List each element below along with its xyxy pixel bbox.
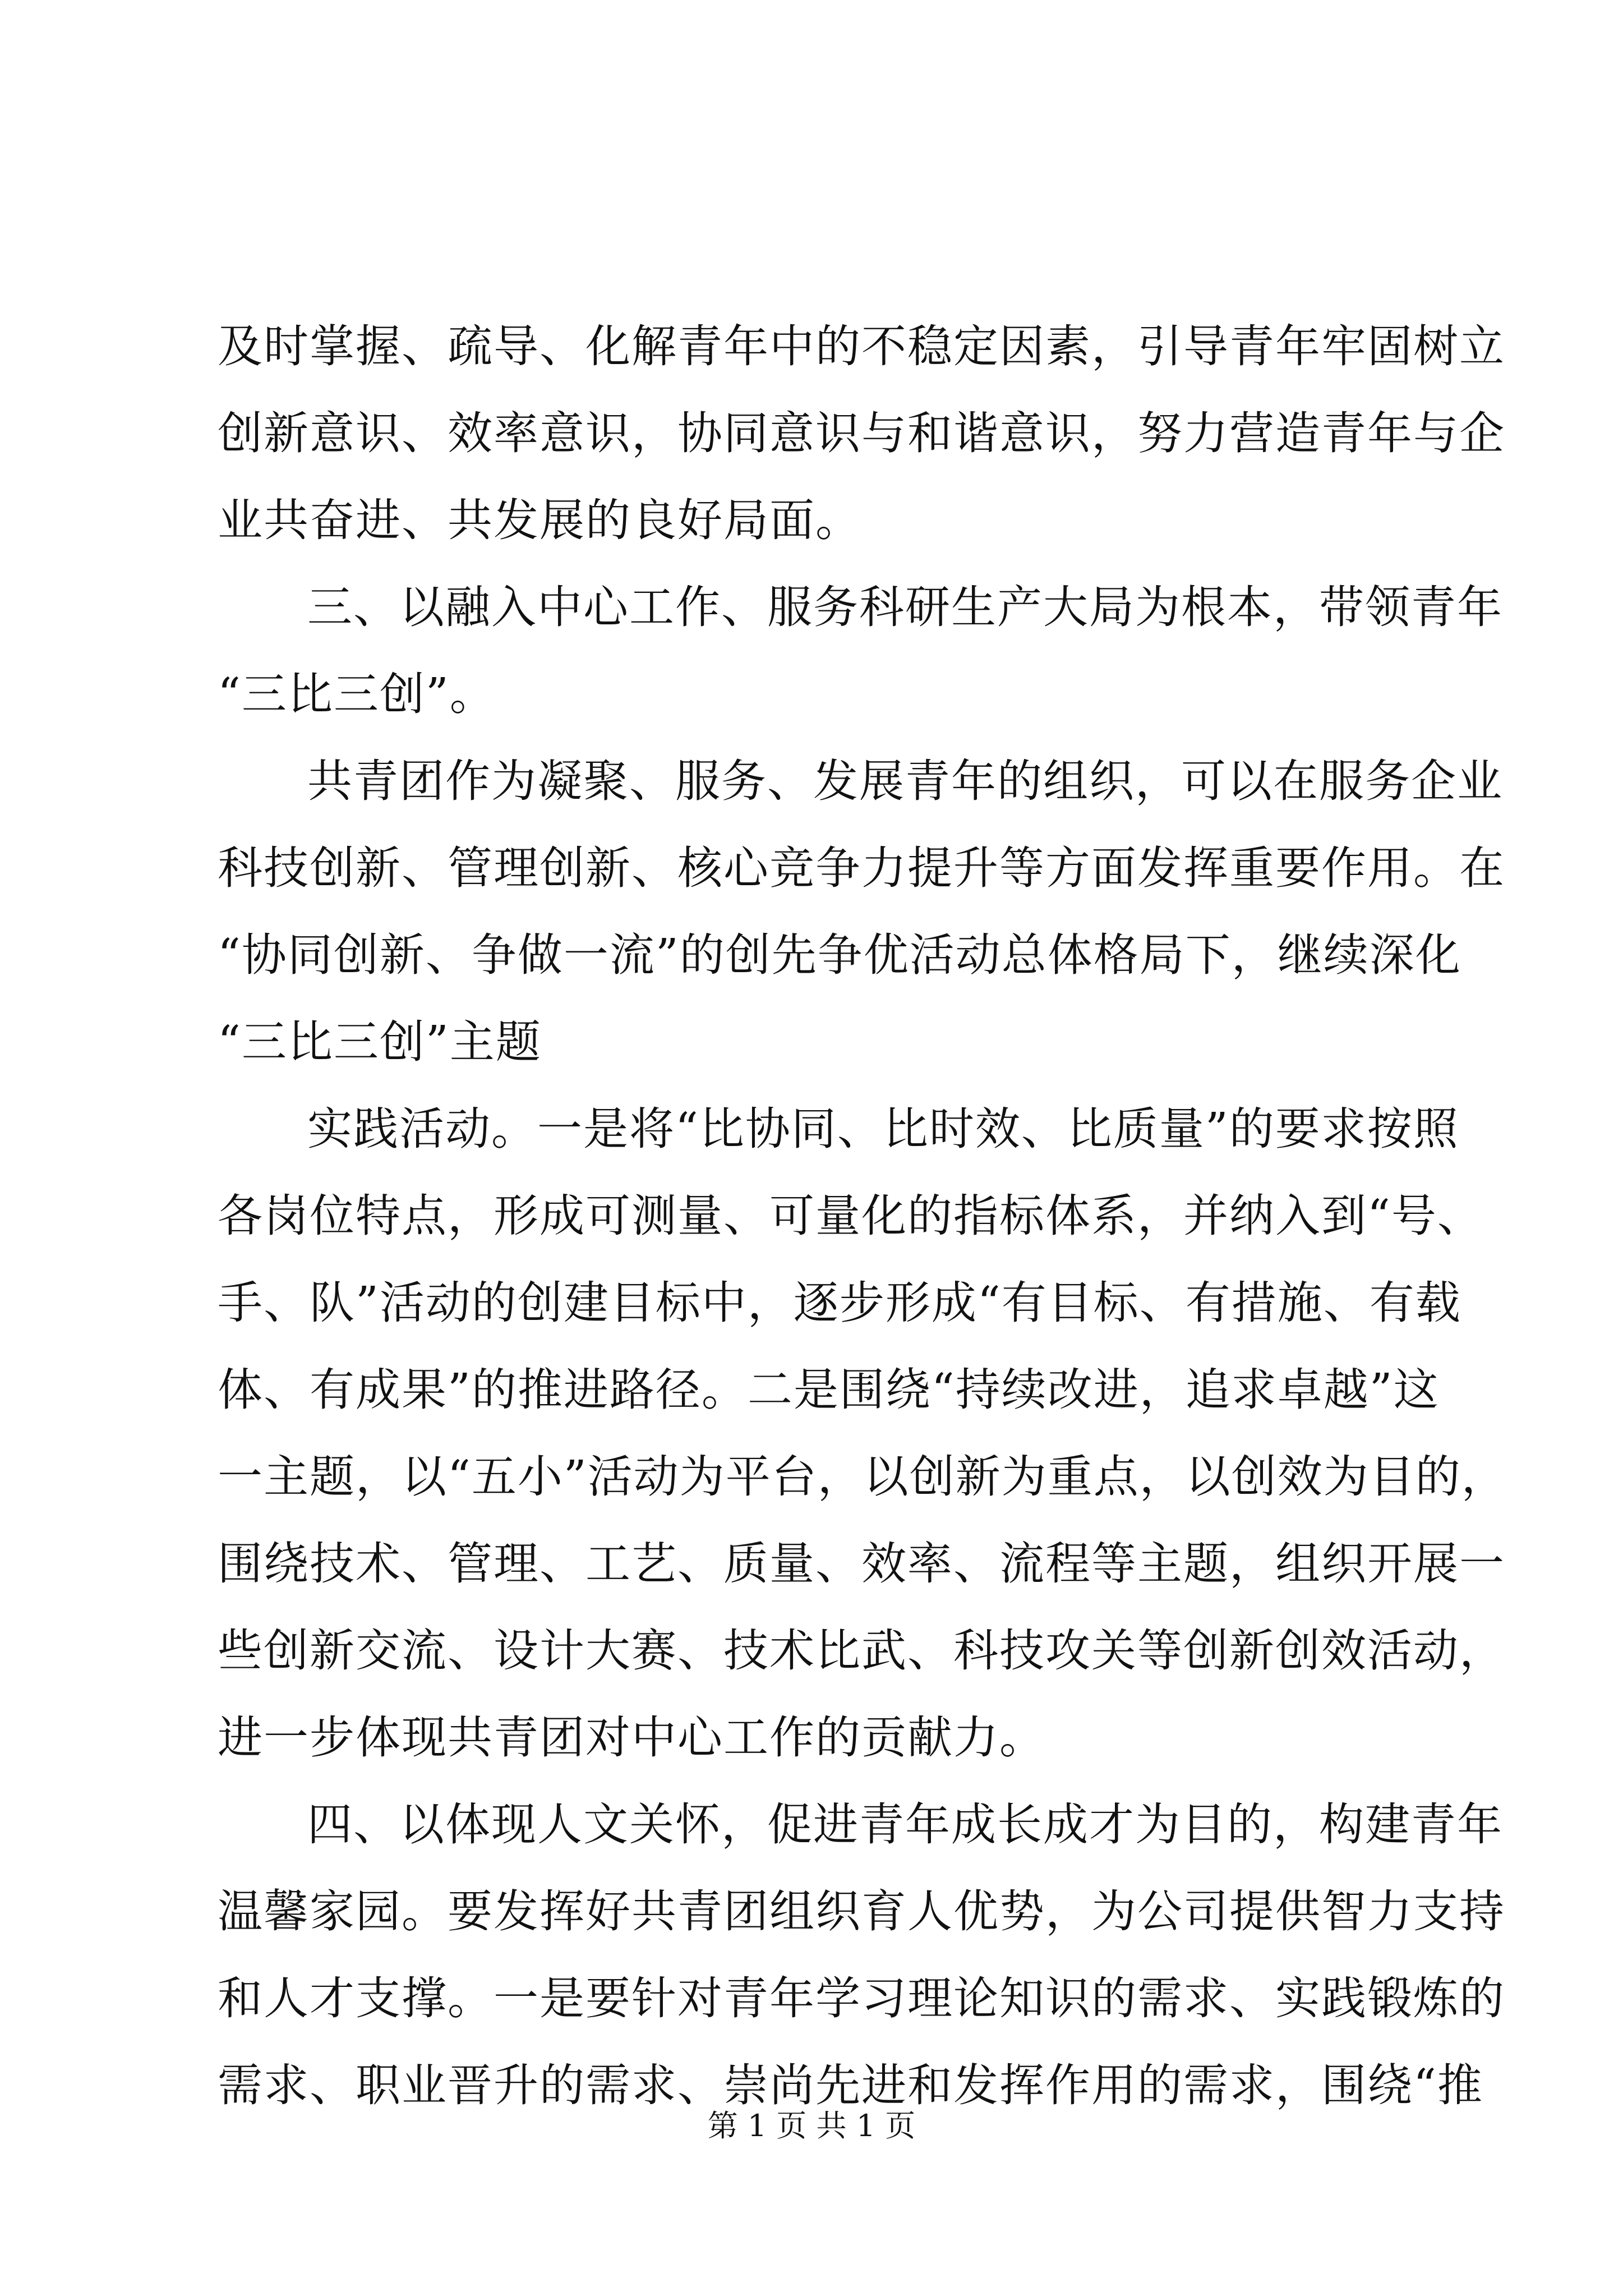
text-line: 创新意识、效率意识，协同意识与和谐意识，努力营造青年与企: [218, 407, 1505, 459]
text-line: 进一步体现共青团对中心工作的贡献力。: [218, 1711, 1045, 1764]
text-line: “三比三创”主题: [218, 1016, 542, 1068]
text-line: 些创新交流、设计大赛、技术比武、科技攻关等创新创效活动，: [218, 1625, 1505, 1677]
text-line: 手、队”活动的创建目标中，逐步形成“有目标、有措施、有载: [218, 1277, 1461, 1329]
text-line: 科技创新、管理创新、核心竞争力提升等方面发挥重要作用。在: [218, 842, 1505, 894]
text-line: 一主题，以“五小”活动为平台，以创新为重点，以创效为目的，: [218, 1451, 1507, 1503]
text-line: “协同创新、争做一流”的创先争优活动总体格局下，继续深化: [218, 929, 1461, 981]
paragraph-start: 实践活动。一是将“比协同、比时效、比质量”的要求按照: [307, 1103, 1459, 1155]
page-number: 第 1 页 共 1 页: [707, 2108, 916, 2143]
body-text: [218, 303, 1507, 2129]
page-footer: [0, 2106, 1623, 2146]
text-line: 体、有成果”的推进路径。二是围绕“持续改进，追求卓越”这: [218, 1364, 1440, 1416]
section-heading-3: 三、以融入中心工作、服务科研生产大局为根本，带领青年: [307, 581, 1503, 633]
text-line: 围绕技术、管理、工艺、质量、效率、流程等主题，组织开展一: [218, 1538, 1505, 1590]
text-line: 需求、职业晋升的需求、崇尚先进和发挥作用的需求，围绕“推: [218, 2059, 1483, 2111]
text-line: 各岗位特点，形成可测量、可量化的指标体系，并纳入到“号、: [218, 1190, 1483, 1242]
text-line: 和人才支撑。一是要针对青年学习理论知识的需求、实践锻炼的: [218, 1972, 1505, 2024]
paragraph-start: 共青团作为凝聚、服务、发展青年的组织，可以在服务企业: [307, 755, 1503, 807]
text-line: “三比三创”。: [218, 668, 496, 720]
text-line: 及时掌握、疏导、化解青年中的不稳定因素，引导青年牢固树立: [218, 320, 1505, 372]
section-heading-4: 四、以体现人文关怀，促进青年成长成才为目的，构建青年: [307, 1798, 1503, 1851]
text-line: 业共奋进、共发展的良好局面。: [218, 494, 861, 546]
text-line: 温馨家园。要发挥好共青团组织育人优势，为公司提供智力支持: [218, 1885, 1505, 1938]
